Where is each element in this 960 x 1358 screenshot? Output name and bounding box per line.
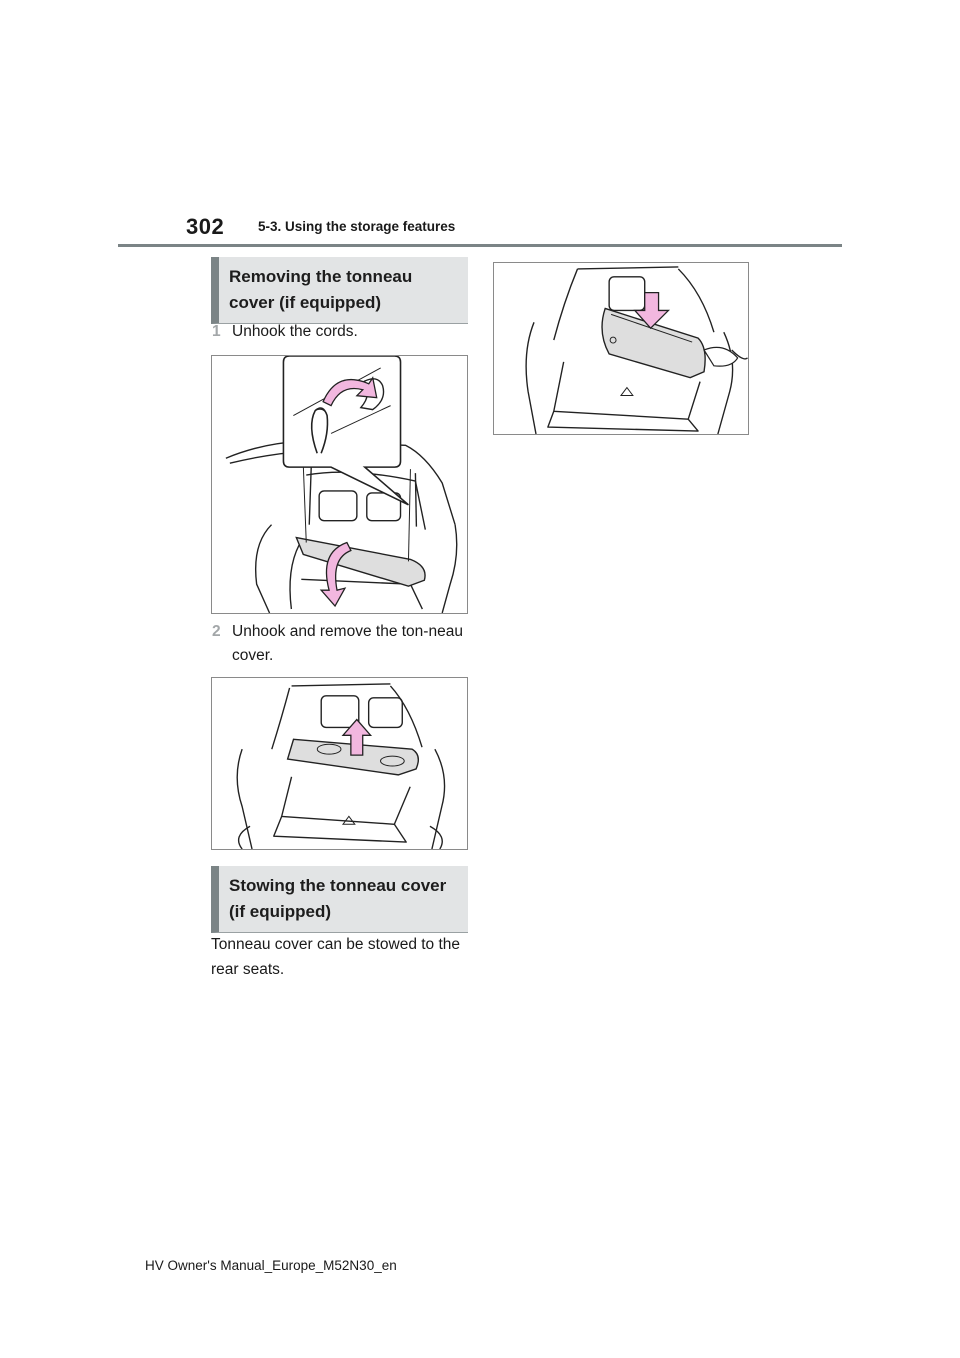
step-number: 2 <box>212 623 221 640</box>
section-heading-removing: Removing the tonneau cover (if equipped) <box>211 257 468 324</box>
section-heading-stowing: Stowing the tonneau cover (if equipped) <box>211 866 468 933</box>
stowing-paragraph: Tonneau cover can be stowed to the rear seats. <box>211 936 461 978</box>
step-text: Unhook the cords. <box>232 323 358 340</box>
page-number: 302 <box>186 214 225 239</box>
illustration-remove-cover <box>212 678 467 849</box>
header-divider <box>118 244 842 247</box>
figure-stow-cover <box>493 262 749 435</box>
step-text: Unhook and remove the ton-neau cover. <box>232 623 463 664</box>
illustration-unhook-cords <box>212 356 467 613</box>
figure-remove-cover <box>211 677 468 850</box>
illustration-stow-cover <box>494 263 748 434</box>
step-2 <box>212 620 472 668</box>
step-1 <box>212 320 472 344</box>
figure-unhook-cords <box>211 355 468 614</box>
chapter-title: 5-3. Using the storage features <box>258 219 456 234</box>
footer-document-id: HV Owner's Manual_Europe_M52N30_en <box>145 1258 397 1273</box>
step-number: 1 <box>212 323 221 340</box>
